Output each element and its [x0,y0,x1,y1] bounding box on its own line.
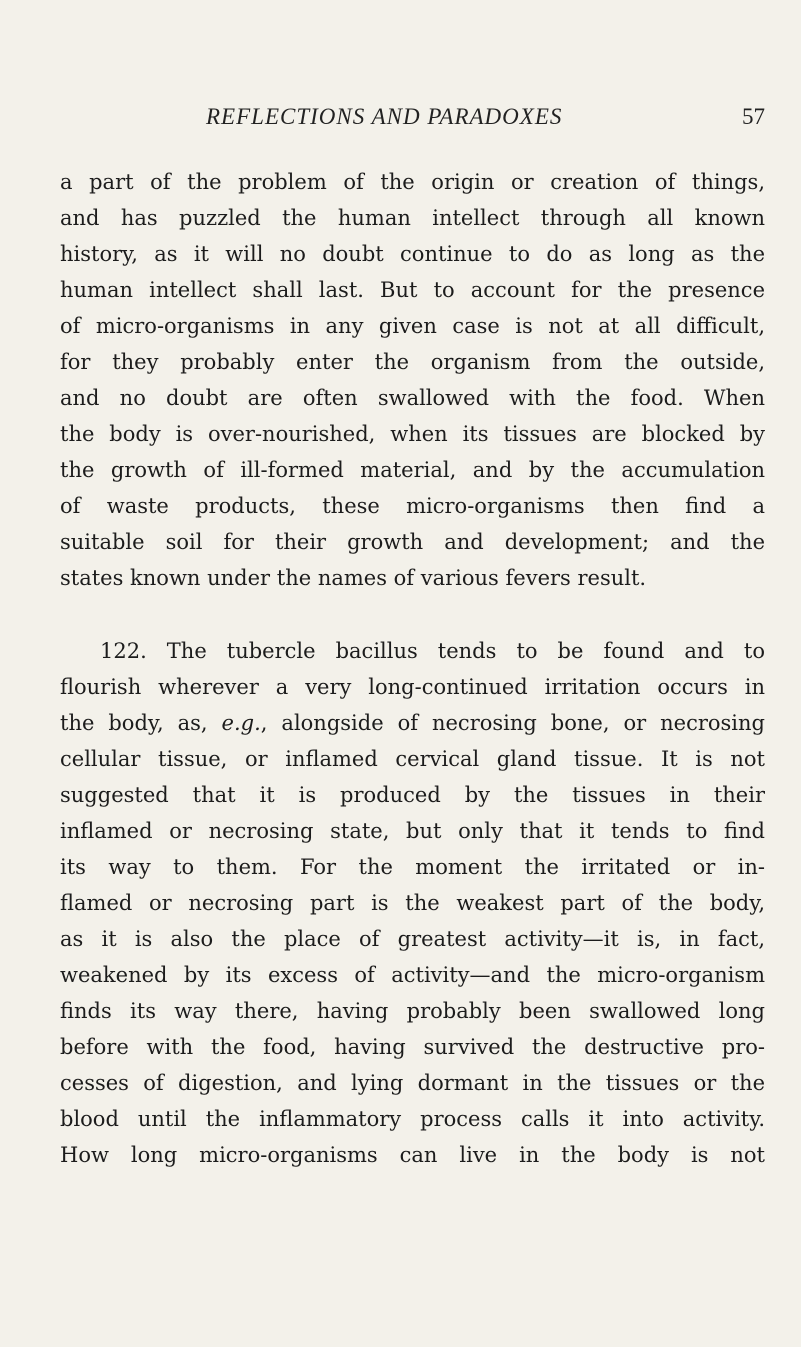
text-line: of micro-organisms in any given case is not at all difficult, [60,314,765,338]
text-line: and has puzzled the human intellect through all known [60,206,765,230]
text-line: 122. The tubercle bacillus tends to be found and to [100,639,765,663]
text-line: finds its way there, having probably been swallowed long [60,999,765,1023]
italic-abbreviation: e.g. [221,711,261,735]
text-line: flamed or necrosing part is the weakest part of the body, [60,891,765,915]
text-line: suggested that it is produced by the tissues in their [60,783,765,807]
page-header [60,104,765,136]
text-line: its way to them. For the moment the irritated or in- [60,855,765,879]
text-line: blood until the inflammatory process calls it into activity. [60,1107,765,1131]
running-head: REFLECTIONS AND PARADOXES [206,104,563,129]
text-line [60,709,765,739]
text-line: suitable soil for their growth and development; and the [60,530,765,554]
text-line: cellular tissue, or inflamed cervical gland tissue. It is not [60,747,765,771]
text-line: human intellect shall last. But to account for the presence [60,278,765,302]
text-line: states known under the names of various fevers result. [60,566,647,590]
text-line: and no doubt are often swallowed with the food. When [60,386,765,410]
text-line: history, as it will no doubt continue to do as long as the [60,242,765,266]
page-number: 57 [742,104,765,129]
text-line: weakened by its excess of activity—and the micro-organism [60,963,765,987]
text-line: of waste products, these micro-organisms then find a [60,494,765,518]
text-line: a part of the problem of the origin or creation of things, [60,170,765,194]
text-line: for they probably enter the organism from the outside, [60,350,765,374]
text-line: flourish wherever a very long-continued irritation occurs in [60,675,765,699]
text-line: as it is also the place of greatest activity—it is, in fact, [60,927,765,951]
text-line: before with the food, having survived the destructive pro- [60,1035,765,1059]
text-line: cesses of digestion, and lying dormant in the tissues or the [60,1071,765,1095]
text-run: the body, as, [60,711,222,735]
text-line: the growth of ill-formed material, and by the accumulation [60,458,765,482]
text-line: the body is over-nourished, when its tissues are blocked by [60,422,765,446]
text-run: , alongside of necrosing bone, or necrosing [260,711,765,735]
text-line: How long micro-organisms can live in the body is not [60,1143,765,1167]
text-line: inflamed or necrosing state, but only that it tends to find [60,819,765,843]
